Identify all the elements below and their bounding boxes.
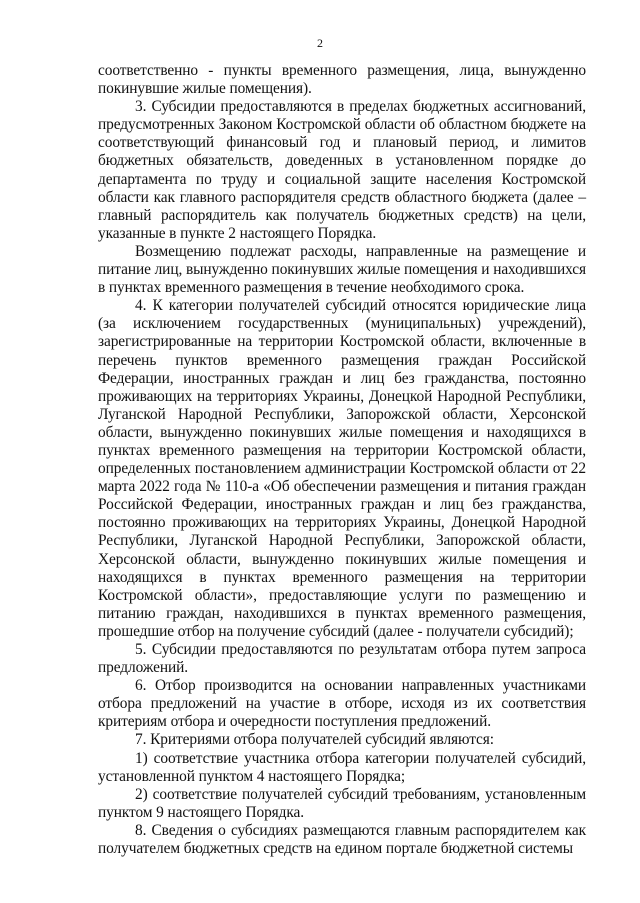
paragraph-6-selection-basis: 6. Отбор производится на основании направленных участниками отбора предложений на участие в отборе, исходя из их соответствия критериям отбора и очередности поступления предложений. <box>98 677 586 731</box>
paragraph-3-subsidy-budget: 3. Субсидии предоставляются в пределах бюджетных ассигнований, предусмотренных Законом Костромской области об областном бюджете на соответствующий финансовый год и плановый период, и лимитов бюджетных обязательств, доведенных в установленном порядке до департамента по труду и социальной защите населения Костромской области как главного распорядителя средств областного бюджета (далее – главный распорядитель как получатель бюджетных средств) на цели, указанные в пункте 2 настоящего Порядка. <box>98 98 586 242</box>
paragraph-4-recipient-category: 4. К категории получателей субсидий относятся юридические лица (за исключением государственных (муниципальных) учреждений), зарегистрированные на территории Костромской области, включенные в перечень пунктов временного размещения граждан Российской Федерации, иностранных граждан и лиц без гражданства, постоянно проживающих на территориях Украины, Донецкой Народной Республики, Луганской Народной Республики, Запорожской области, Херсонской области, вынужденно покинувших жилые помещения и находящихся в пунктах временного размещения на территории Костромской области, определенных постановлением администрации Костромской области от 22 марта 2022 года № 110-а «Об обеспечении размещения и питания граждан Российской Федерации, иностранных граждан и лиц без гражданства, постоянно проживающих на территориях Украины, Донецкой Народной Республики, Луганской Народной Республики, Запорожской области, Херсонской области, вынужденно покинувших жилые помещения и находящихся в пунктах временного размещения на территории Костромской области», предоставляющие услуги по размещению и питанию граждан, находившихся в пунктах временного размещения, прошедшие отбор на получение субсидий (далее - получатели субсидий); <box>98 297 586 640</box>
document-body <box>98 62 586 858</box>
criterion-1: 1) соответствие участника отбора категории получателей субсидий, установленной пунктом 4 настоящего Порядка; <box>98 749 586 785</box>
paragraph-reimbursement: Возмещению подлежат расходы, направленные на размещение и питание лиц, вынужденно покинувших жилые помещения и находившихся в пунктах временного размещения в течение необходимого срока. <box>98 242 586 297</box>
page-number: 2 <box>317 36 323 50</box>
paragraph-8-subsidy-information: 8. Сведения о субсидиях размещаются главным распорядителем как получателем бюджетных средств на едином портале бюджетной системы <box>98 821 586 858</box>
paragraph-7-criteria-heading: 7. Критериями отбора получателей субсидий являются: <box>135 731 494 749</box>
paragraph-5-selection-results: 5. Субсидии предоставляются по результатам отбора путем запроса предложений. <box>98 641 586 677</box>
paragraph-continuation: соответственно - пункты временного размещения, лица, вынужденно покинувшие жилые помещения). <box>98 62 586 98</box>
criterion-2: 2) соответствие получателей субсидий требованиям, установленным пунктом 9 настоящего Порядка. <box>98 785 586 821</box>
